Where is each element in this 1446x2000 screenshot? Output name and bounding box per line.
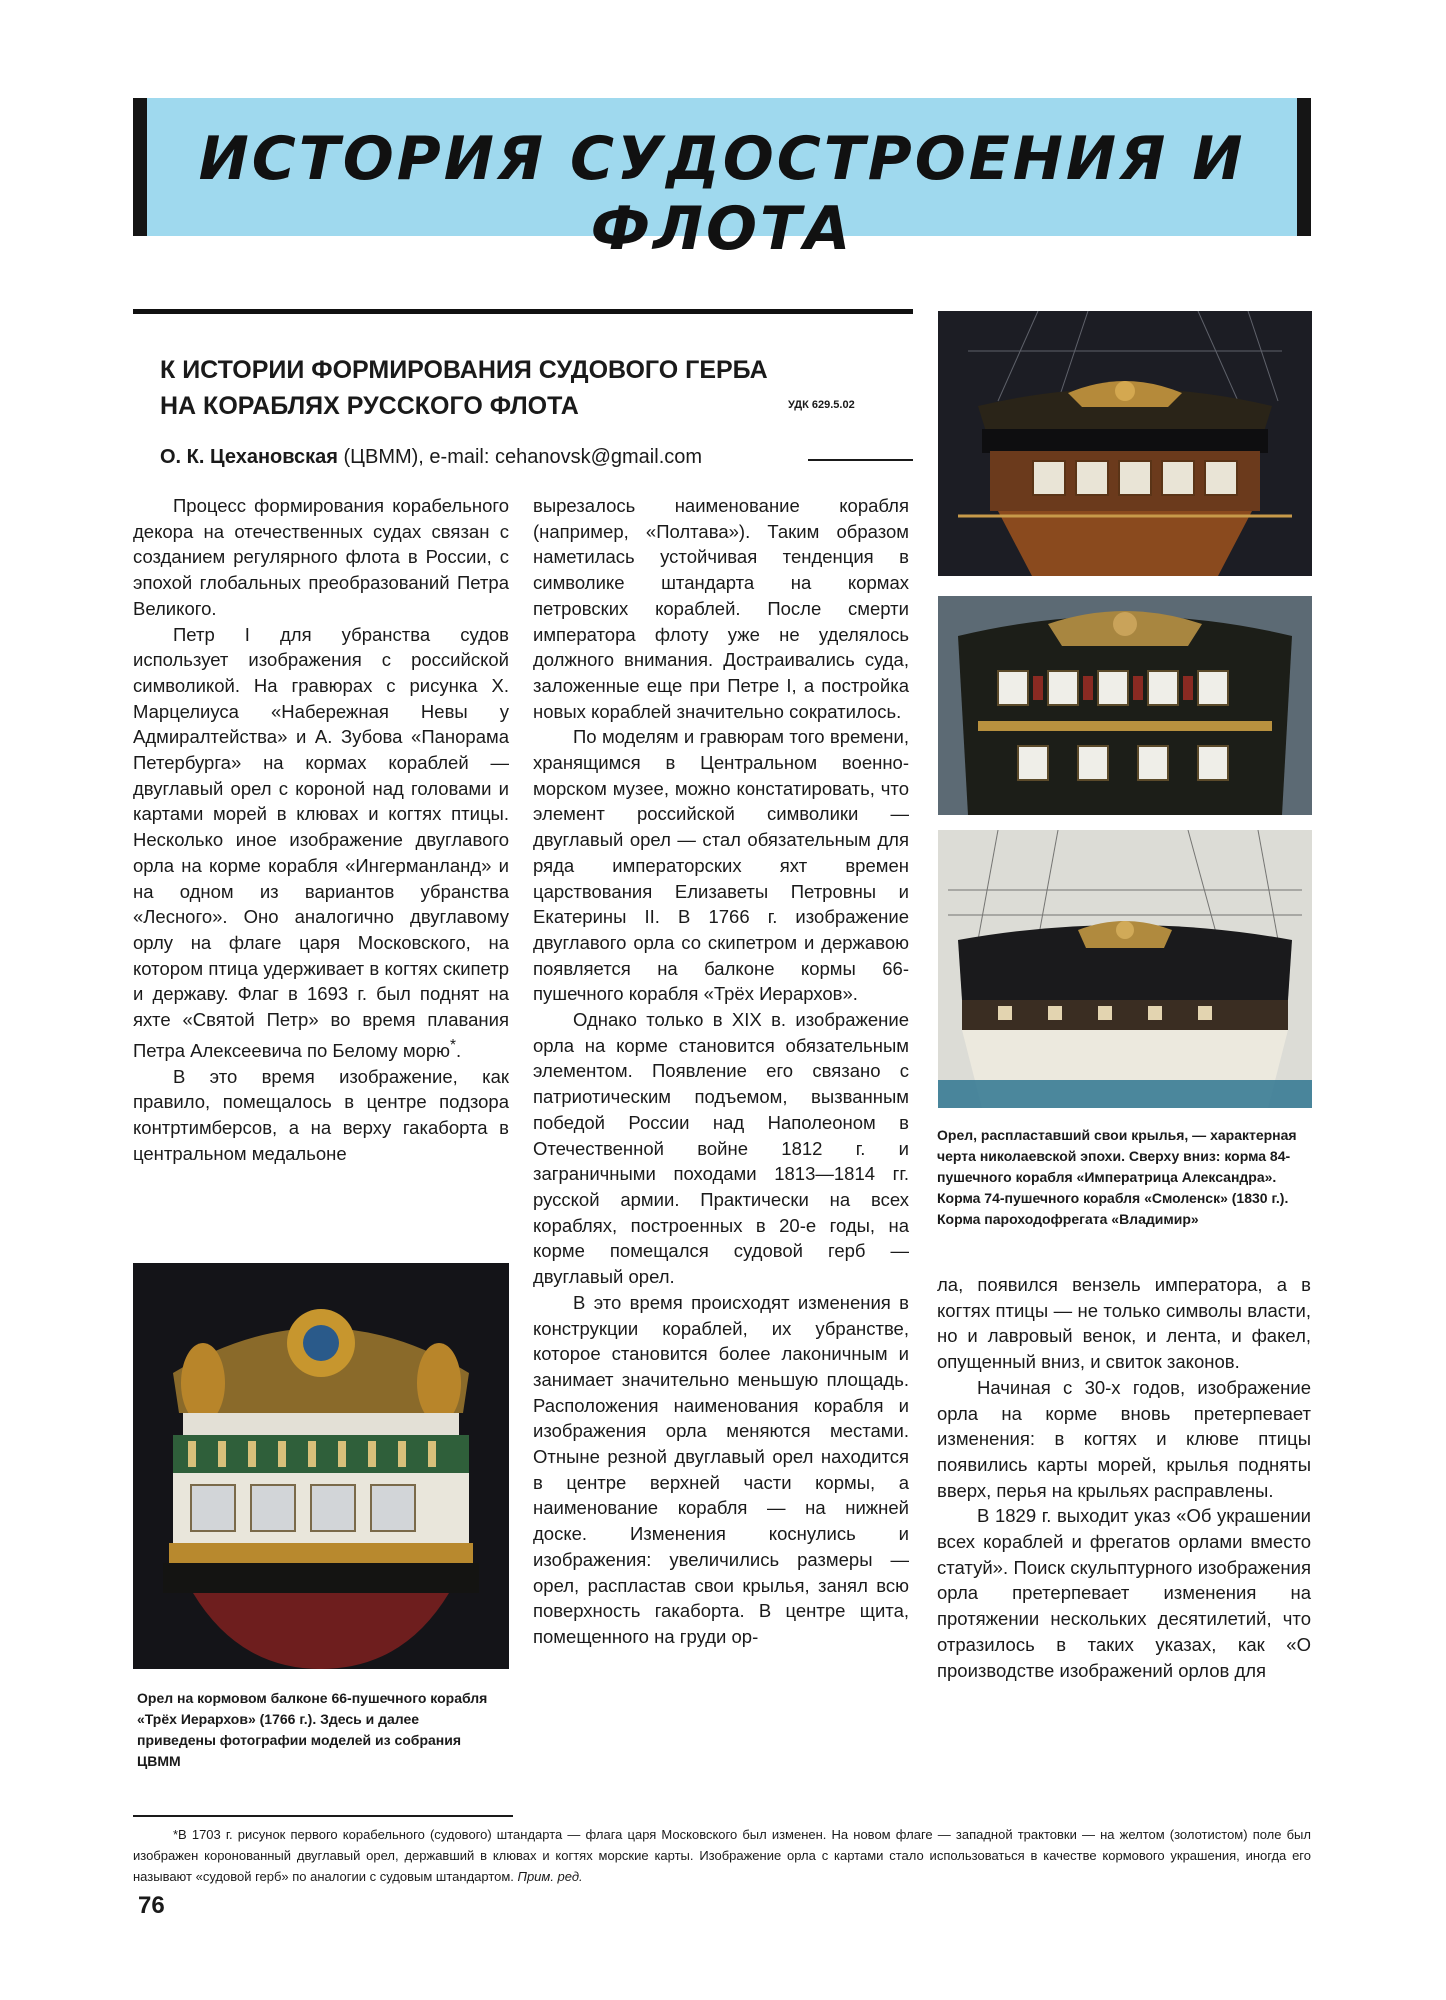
paragraph: ла, появился вензель императора, а в когтях птицы — не только символы власти, но и лавровый венок, и лента, и факел, опущенный вниз, и свиток законов.	[937, 1274, 1311, 1373]
text-column-3	[937, 1272, 1311, 1683]
paragraph-text: Петр I для убранства судов использует изображения с российской символикой. На гравюрах с рисунка Х. Марцелиуса «Набережная Невы у Адмиралтейства» и А. Зубова «Панорама Петербурга» на кормах кораблей — двуглавый орел с короной над головами и картами морей в клювах и когтях птицы. Несколько иное изображение двуглавого орла на корме корабля «Ингерманланд» и на одном из вариантов убранства «Лесного». Оно аналогично двуглавому орлу на флаге царя Московского, на котором птица удерживает в когтях скипетр и державу. Флаг в 1693 г. был поднят на яхте «Святой Петр» во время плавания Петра Алексеевича по Белому морю	[133, 623, 509, 1061]
ship-stern-photo-2	[938, 596, 1312, 815]
paragraph: Петр I для убранства судов использует изображения с российской символикой. На гравюрах с рисунка Х. Марцелиуса «Набережная Невы у Адмиралтейства» и А. Зубова «Панорама Петербурга» на кормах кораблей — двуглавый орел с короной над головами и картами морей в клювах и когтях птицы. Несколько иное изображение двуглавого орла на корме корабля «Ингерманланд» и на одном из вариантов убранства «Лесного». Оно аналогично двуглавому орлу на флаге царя Московского, на котором птица удерживает в когтях скипетр и державу. Флаг в 1693 г. был поднят на яхте «Святой Петр» во время плавания Петра Алексеевича по Белому морю*.	[133, 623, 509, 1061]
udk-code: УДК 629.5.02	[788, 399, 855, 411]
paragraph: В 1829 г. выходит указ «Об украшении всех кораблей и фрегатов орлами вместо статуй». Поиск скульптурного изображения орла претерпевает изменения на протяжении нескольких десятилетий, что отразилось в таких указах, как «О производстве изображений орлов для	[937, 1505, 1311, 1681]
ship-stern-photo-3	[938, 830, 1312, 1108]
footnote-rule	[133, 1815, 513, 1817]
ship-stern-photo-1	[938, 311, 1312, 576]
footnote-text: *В 1703 г. рисунок первого корабельного (судового) штандарта — флага царя Московского был изменен. На новом флаге — западной трактовки — на желтом (золотистом) поле был изображен коронованный двуглавый орел, державший в клювах и когтях морские карты. Изображение орла с картами стало использоваться в качестве кормового украшения, иногда его называют «судовой герб» по аналогии с судовым штандартом.	[133, 1827, 1311, 1884]
title-rule	[133, 309, 913, 314]
footnote-mark: *	[449, 1036, 456, 1054]
article-title	[160, 352, 900, 424]
section-title: ИСТОРИЯ СУДОСТРОЕНИЯ И ФЛОТА	[198, 124, 1246, 264]
article-title-line-2: НА КОРАБЛЯХ РУССКОГО ФЛОТА	[160, 392, 579, 420]
paragraph: Процесс формирования корабельного декора на отечественных судах связан с созданием регулярного флота в России, с эпохой глобальных преобразований Петра Великого.	[133, 495, 509, 619]
editor-note: Прим. ред.	[517, 1869, 583, 1884]
figure-caption-right: Орел, распластавший свои крылья, — характерная черта николаевской эпохи. Сверху вниз: корма 84-пушечного корабля «Императрица Александра». Корма 74-пушечного корабля «Смоленск» (1830 г.). Корма пароходофрегата «Владимир»	[937, 1127, 1297, 1227]
section-banner	[133, 98, 1311, 264]
figure-caption-left: Орел на кормовом балконе 66-пушечного корабля «Трёх Иерархов» (1766 г.). Здесь и далее приведены фотографии моделей из собрания ЦВММ	[137, 1690, 488, 1769]
paragraph: В это время изображение, как правило, помещалось в центре подзора контртимберсов, а на верху гакаборта в центральном медальоне	[133, 1065, 509, 1164]
byline-rule	[808, 459, 913, 461]
byline	[160, 446, 702, 469]
ship-stern-photo-4	[133, 1263, 509, 1669]
paragraph: Однако только в XIX в. изображение орла на корме становится обязательным элементом. Появление его связано с патриотическим подъемом, вызванным победой России над Наполеоном в Отечественной войне 1812 г. и заграничными походами 1813—1814 гг. русской армии. Практически на всех кораблях, построенных в 20-е годы, на корме помещался судовой герб — двуглавый орел.	[533, 1009, 909, 1288]
text-column-2	[533, 493, 909, 1650]
author-affiliation: (ЦВММ), e-mail: cehanovsk@gmail.com	[337, 446, 703, 468]
footnote	[133, 1824, 1311, 1887]
article-title-line-1: К ИСТОРИИ ФОРМИРОВАНИЯ СУДОВОГО ГЕРБА	[160, 356, 768, 384]
text-column-1	[133, 493, 509, 1166]
author-name: О. К. Цехановская	[160, 446, 338, 468]
paragraph: Начиная с 30-х годов, изображение орла на корме вновь претерпевает изменения: в когтях и клюве птицы появились карты морей, крылья подняты вверх, перья на крыльях расправлены.	[937, 1376, 1311, 1501]
paragraph: По моделям и гравюрам того времени, хранящимся в Центральном военно-морском музее, можно констатировать, что элемент российской символики — двуглавый орел — стал обязательным для ряда императорских яхт времен царствования Елизаветы Петровны и Екатерины II. В 1766 г. изображение двуглавого орла со скипетром и державою появляется на балконе кормы 66-пушечного корабля «Трёх Иерархов».	[533, 726, 909, 1005]
page-number: 76	[138, 1892, 165, 1919]
paragraph: вырезалось наименование корабля (например, «Полтава»). Таким образом наметилась устойчивая тенденция в символике штандарта на кормах петровских кораблей. После смерти императора флоту уже не уделялось должного внимания. Достраивались суда, заложенные еще при Петре I, а постройка новых кораблей значительно сократилось.	[533, 495, 909, 722]
paragraph: В это время происходят изменения в конструкции кораблей, их убранстве, которое становится более лаконичным и занимает значительно меньшую площадь. Расположения наименования корабля и изображения орла меняются местами. Отныне резной двуглавый орел находится в центре верхней части кормы, а наименование корабля — на нижней доске. Изменения коснулись и изображения: увеличились размеры — орел, распластав свои крылья, занял всю поверхность гакаборта. В центре щита, помещенного на груди ор-	[533, 1291, 909, 1647]
